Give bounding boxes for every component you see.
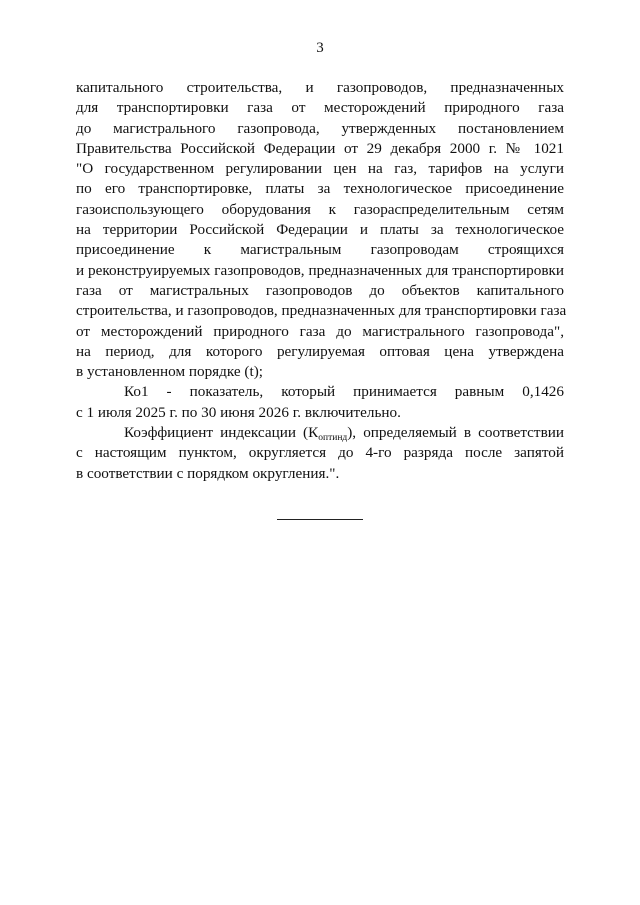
text-line: по его транспортировке, платы за технологическое присоединение	[76, 180, 564, 198]
text-line: на период, для которого регулируемая оптовая цена утверждена	[76, 342, 564, 360]
ko1-period-line: с 1 июля 2025 г. по 30 июня 2026 г. включительно.	[76, 403, 401, 421]
coefficient-prefix: Коэффициент индексации (К	[124, 424, 319, 442]
coefficient-line	[76, 423, 564, 443]
text-line: для транспортировки газа от месторождений природного газа	[76, 99, 564, 117]
text-line: капитального строительства, и газопроводов, предназначенных	[76, 79, 564, 96]
text-line: "О государственном регулировании цен на газ, тарифов на услуги	[76, 160, 564, 178]
page-number: 3	[316, 40, 324, 56]
text-line: строительства, и газопроводов, предназначенных для транспортировки газа	[76, 302, 567, 320]
text-line: газоиспользующего оборудования к газораспределительным сетям	[76, 200, 564, 218]
rounding-line: с настоящим пунктом, округляется до 4-го разряда после запятой	[76, 444, 564, 462]
text-line: газа от магистральных газопроводов до объектов капитального	[76, 281, 564, 299]
text-line: от месторождений природного газа до магистрального газопровода",	[76, 322, 564, 340]
coefficient-subscript: оптинд	[318, 433, 348, 444]
rounding-line-end: в соответствии с порядком округления.".	[76, 464, 340, 482]
text-line: на территории Российской Федерации и платы за технологическое	[76, 221, 564, 239]
text-line: Правительства Российской Федерации от 29 декабря 2000 г. № 1021	[76, 139, 564, 157]
text-line: до магистрального газопровода, утвержденных постановлением	[76, 119, 564, 137]
text-line: в установленном порядке (t);	[76, 363, 263, 381]
document-body	[76, 78, 567, 484]
text-line: и реконструируемых газопроводов, предназначенных для транспортировки	[76, 261, 564, 279]
text-line: присоединение к магистральным газопроводам строящихся	[76, 241, 564, 259]
coefficient-suffix: ), определяемый в соответствии	[347, 424, 564, 442]
ko1-definition-line: Ко1 - показатель, который принимается равным 0,1426	[124, 383, 564, 401]
end-separator-line	[277, 519, 363, 520]
